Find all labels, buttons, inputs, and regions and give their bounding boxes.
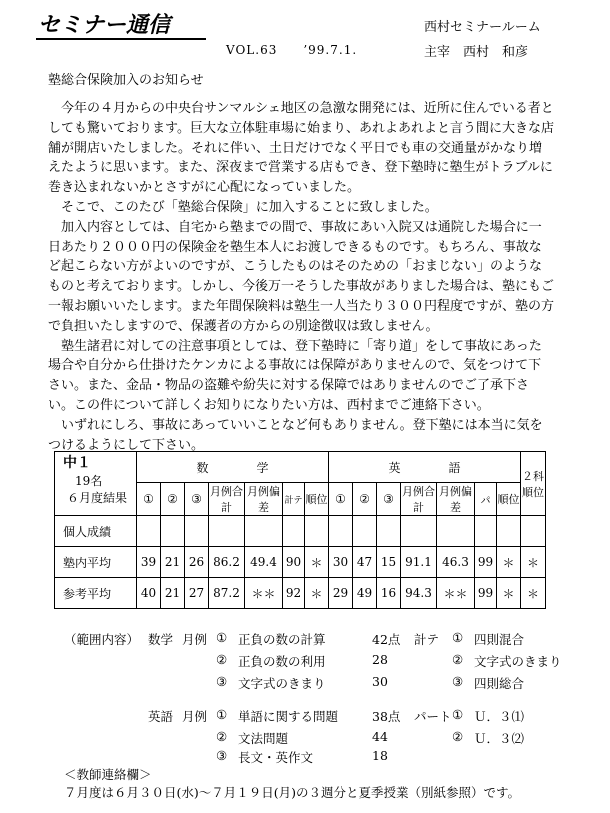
cell [161, 516, 185, 547]
math-subject: 数学 [148, 632, 174, 647]
test-kind: 計テ [414, 632, 440, 647]
test-no: ② [452, 652, 464, 667]
notice-subject: 塾総合保険加入のお知らせ [48, 73, 204, 88]
english-header: 英 語 [329, 452, 521, 483]
row-label: 塾内平均 [55, 547, 137, 578]
body-text [48, 99, 554, 455]
item-points: 42点 [372, 632, 401, 647]
col-header: パ [475, 483, 497, 516]
title-underline [36, 38, 206, 40]
cell: 15 [377, 547, 401, 578]
item-no: ③ [216, 674, 228, 689]
cell: ＊ [521, 578, 546, 609]
math-header: 数 学 [137, 452, 329, 483]
cell: 47 [353, 547, 377, 578]
test-name: 四則混合 [474, 632, 525, 647]
table-students: 19名 [75, 474, 103, 488]
col-header: 順位 [305, 483, 329, 516]
cell [305, 516, 329, 547]
table-grade: 中１ [63, 455, 91, 471]
test-no: ① [452, 707, 464, 722]
test-kind: パート [414, 709, 452, 724]
item-points: 38点 [372, 709, 401, 724]
item-name: 文法問題 [238, 731, 289, 746]
cell: 94.3 [401, 578, 437, 609]
col-header: ① [137, 483, 161, 516]
cell: ＊＊ [437, 578, 475, 609]
paragraph: そこで、このたび「塾総合保険」に加入することに致しました。 [61, 199, 438, 215]
item-points: 28 [372, 652, 388, 667]
item-no: ② [216, 729, 228, 744]
cell [475, 516, 497, 547]
cell [137, 516, 161, 547]
grades-table [54, 451, 546, 609]
cell: 49 [353, 578, 377, 609]
cell: 46.3 [437, 547, 475, 578]
cell: 29 [329, 578, 353, 609]
cell: ＊ [497, 578, 521, 609]
item-name: 単語に関する問題 [238, 709, 339, 724]
item-points: 44 [372, 729, 388, 744]
english-kind: 月例 [182, 709, 208, 724]
teacher-notice-label: ＜教師連絡欄＞ [64, 767, 152, 782]
math-kind: 月例 [182, 632, 208, 647]
cell: 86.2 [209, 547, 245, 578]
cell: 40 [137, 578, 161, 609]
cell [245, 516, 283, 547]
cell: 39 [137, 547, 161, 578]
cell [353, 516, 377, 547]
item-points: 30 [372, 674, 388, 689]
col-header: ③ [377, 483, 401, 516]
volume-date: VOL.63 ’99.7.1. [226, 43, 358, 57]
cell: 26 [185, 547, 209, 578]
test-name: Ｕ．３⑵ [474, 731, 525, 746]
cell: 49.4 [245, 547, 283, 578]
col-header: 月例偏差 [245, 483, 283, 516]
paragraph: 塾生諸君に対しての注意事項としては、登下塾時に「寄り道」をして事故にあった場合や自分から仕掛けたケンカによる事故には保障がありませんので、気をつけて下さい。また、金品・物品の盗難や紛失に対する保障ではありませんのでご了承下さい。この件について詳しくお知りになりたい方は、西村までご連絡下さい。 [48, 338, 542, 413]
table-row [55, 516, 546, 547]
table-row [55, 578, 546, 609]
table-row [55, 547, 546, 578]
item-no: ① [216, 707, 228, 722]
paragraph: 加入内容としては、自宅から塾までの間で、事故にあい入院又は通院した場合に一日あたり２０００円の保険金を塾生本人にお渡しできるものです。もちろん、事故など起こらない方がよいのですが、こうしたものはそのための「おまじない」のようなものと考えております。しかし、今後万一そうした事故がありました場合は、塾にもご一報お願いいたします。また年間保険料は塾生一人当たり３００円程度ですが、塾の方で負担いたしますので、保護者の方からの別途徴収は致しません。 [48, 219, 554, 334]
cell [377, 516, 401, 547]
cell: 21 [161, 578, 185, 609]
cell: ＊ [497, 547, 521, 578]
col-header: 計テ [283, 483, 305, 516]
col-header: 月例合計 [209, 483, 245, 516]
cell: 30 [329, 547, 353, 578]
table-class-info [55, 452, 137, 516]
cell: 90 [283, 547, 305, 578]
col-header: ① [329, 483, 353, 516]
col-header: 順位 [497, 483, 521, 516]
row-label: 参考平均 [55, 578, 137, 609]
test-no: ② [452, 729, 464, 744]
item-name: 長文・英作文 [238, 750, 314, 765]
row-label: 個人成績 [55, 516, 137, 547]
cell: 21 [161, 547, 185, 578]
col-header: 月例偏差 [437, 483, 475, 516]
table-month-result: ６月度結果 [67, 491, 128, 505]
item-no: ③ [216, 748, 228, 763]
test-name: 文字式のきまり [474, 654, 562, 669]
cell: 27 [185, 578, 209, 609]
paragraph: いずれにしろ、事故にあっていいことなど何もありません。登下塾には本当に気をつけるようにして下さい。 [48, 417, 543, 453]
scope-label: （範囲内容） [64, 632, 140, 647]
cell: ＊ [305, 547, 329, 578]
cell [283, 516, 305, 547]
col-header: 月例合計 [401, 483, 437, 516]
item-name: 正負の数の計算 [238, 632, 326, 647]
cell: 91.1 [401, 547, 437, 578]
col-header: ② [353, 483, 377, 516]
col-header: ③ [185, 483, 209, 516]
issuer-name: 主宰 西村 和彦 [424, 45, 529, 60]
organization-name: 西村セミナールーム [424, 20, 541, 35]
cell [401, 516, 437, 547]
cell: ＊ [305, 578, 329, 609]
cell: 87.2 [209, 578, 245, 609]
cell: 99 [475, 547, 497, 578]
cell: 92 [283, 578, 305, 609]
item-no: ① [216, 630, 228, 645]
col-header: ② [161, 483, 185, 516]
cell: 99 [475, 578, 497, 609]
cell [209, 516, 245, 547]
cell [329, 516, 353, 547]
cell [185, 516, 209, 547]
cell [497, 516, 521, 547]
item-no: ② [216, 652, 228, 667]
two-subject-rank-header: ２科順位 [521, 452, 546, 516]
test-name: Ｕ．３⑴ [474, 709, 525, 724]
newsletter-title: セミナー通信 [38, 13, 171, 38]
item-name: 文字式のきまり [238, 676, 326, 691]
test-no: ③ [452, 674, 464, 689]
cell: ＊ [521, 547, 546, 578]
cell: 16 [377, 578, 401, 609]
cell [521, 516, 546, 547]
item-points: 18 [372, 748, 388, 763]
item-name: 正負の数の利用 [238, 654, 326, 669]
test-no: ① [452, 630, 464, 645]
english-subject: 英語 [148, 709, 174, 724]
cell [437, 516, 475, 547]
test-name: 四則総合 [474, 676, 525, 691]
teacher-notice-text: ７月度は６月３０日(水)～７月１９日(月)の３週分と夏季授業（別紙参照）です。 [64, 785, 521, 800]
paragraph: 今年の４月からの中央台サンマルシェ地区の急激な開発には、近所に住んでいる者としても驚いております。巨大な立体駐車場に始まり、あれよあれよと言う間に大きな店舗が開店いたしました。それに伴い、土日だけでなく平日でも車の交通量がかなり増えたように思います。また、深夜まで営業する店もでき、登下塾時に塾生がトラブルに巻き込まれないかとさすがに心配になっていました。 [48, 101, 554, 196]
cell: ＊＊ [245, 578, 283, 609]
